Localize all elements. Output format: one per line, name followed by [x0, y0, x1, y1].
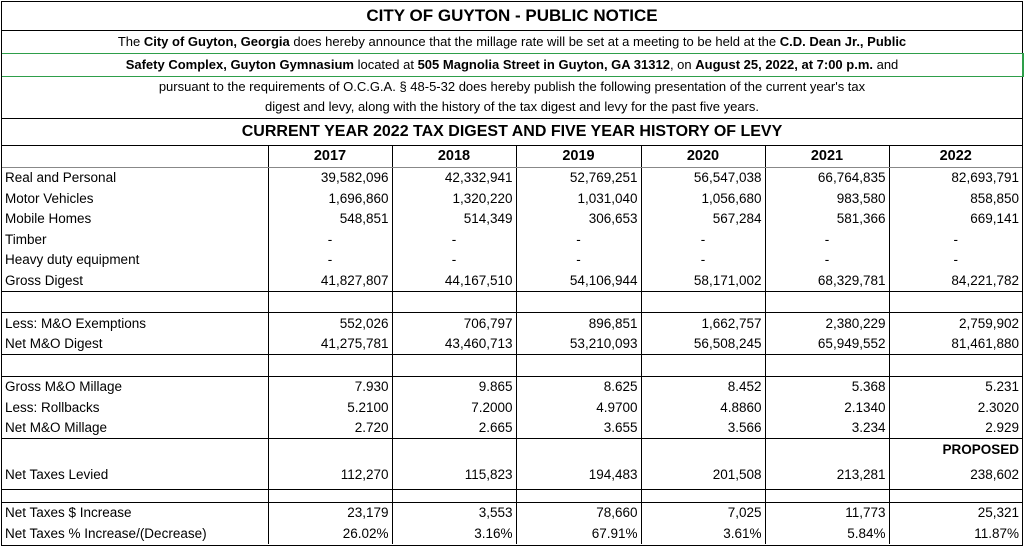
venue-name: Safety Complex, Guyton Gymnasium: [125, 57, 354, 72]
blank-cell: [889, 489, 1022, 502]
year-header: 2017: [268, 146, 392, 167]
spacer-row: [2, 489, 1022, 502]
table-row-taxes-increase: [2, 502, 1022, 523]
value-cell: 5.84%: [765, 523, 889, 544]
meeting-date: August 25, 2022, at 7:00 p.m.: [695, 57, 873, 72]
venue-name: C.D. Dean Jr., Public: [779, 34, 907, 49]
value-cell: 44,167,510: [392, 270, 516, 291]
value-cell: -: [953, 231, 958, 247]
value-cell: 9.865: [392, 376, 516, 397]
notice-line-1: [2, 31, 1022, 53]
value-cell: -: [268, 229, 392, 250]
row-label: Net Taxes Levied: [2, 460, 268, 490]
value-cell: 42,332,941: [392, 167, 516, 188]
row-label: Gross Digest: [2, 270, 268, 291]
table-row-net-millage: [2, 418, 1022, 439]
table-row-taxes-pct: [2, 523, 1022, 544]
levy-table: [2, 146, 1022, 544]
row-label: Mobile Homes: [2, 209, 268, 230]
value-cell: 5.2100: [268, 397, 392, 418]
value-cell: -: [765, 229, 889, 250]
value-cell: 81,461,880: [889, 334, 1022, 355]
value-cell: 896,851: [516, 313, 641, 334]
value-cell: 5.231: [985, 379, 1019, 395]
public-notice: [1, 1, 1023, 546]
value-cell: 65,949,552: [765, 334, 889, 355]
row-label: Motor Vehicles: [2, 188, 268, 209]
value-cell: -: [268, 250, 392, 271]
blank-cell: [889, 355, 1022, 377]
value-cell: 115,823: [392, 460, 516, 490]
address: 505 Magnolia Street in Guyton, GA 31312: [417, 57, 670, 72]
value-cell: 669,141: [970, 211, 1019, 227]
row-label: Net M&O Digest: [2, 334, 268, 355]
blank-cell: [392, 439, 516, 460]
row-label: Less: M&O Exemptions: [2, 313, 268, 334]
notice-title: CITY OF GUYTON - PUBLIC NOTICE: [2, 2, 1022, 31]
blank-cell: [889, 291, 1022, 313]
value-cell: 56,547,038: [641, 167, 765, 188]
blank-cell: [2, 489, 268, 502]
value-cell: 238,602: [889, 460, 1022, 490]
value-cell: 4.8860: [641, 397, 765, 418]
blank-cell: [641, 355, 765, 377]
value-cell: 26.02%: [268, 523, 392, 544]
table-row-mobile-homes: [2, 209, 1022, 230]
value-cell: 8.452: [641, 376, 765, 397]
table-row-mo-exemptions: [2, 313, 1022, 334]
city-name: City of Guyton, Georgia: [143, 34, 290, 49]
blank-cell: [2, 439, 268, 460]
table-row-net-mo-digest: [2, 334, 1022, 355]
value-cell: 567,284: [641, 209, 765, 230]
value-cell: 5.368: [765, 376, 889, 397]
value-cell: 41,827,807: [268, 270, 392, 291]
table-title: CURRENT YEAR 2022 TAX DIGEST AND FIVE YEAR HISTORY OF LEVY: [2, 119, 1022, 146]
text: , on: [669, 57, 696, 72]
value-cell: 4.9700: [516, 397, 641, 418]
year-header-row: [2, 146, 1022, 167]
value-cell: 2.929: [889, 418, 1022, 439]
value-cell: 52,769,251: [516, 167, 641, 188]
value-cell: 3,553: [392, 502, 516, 523]
table-row-gross-millage: [2, 376, 1022, 397]
row-label: Heavy duty equipment: [2, 250, 268, 271]
value-cell: -: [516, 250, 641, 271]
value-cell: 1,056,680: [641, 188, 765, 209]
blank-cell: [268, 489, 392, 502]
value-cell: -: [953, 252, 958, 268]
value-cell: 82,693,791: [951, 170, 1019, 186]
value-cell: 41,275,781: [268, 334, 392, 355]
spacer-row: [2, 291, 1022, 313]
value-cell: 78,660: [516, 502, 641, 523]
blank-cell: [765, 439, 889, 460]
value-cell: 858,850: [970, 190, 1019, 206]
year-header: 2018: [392, 146, 516, 167]
year-header: 2020: [641, 146, 765, 167]
text: and: [872, 57, 899, 72]
value-cell: 581,366: [765, 209, 889, 230]
value-cell: 213,281: [765, 460, 889, 490]
row-label: Net M&O Millage: [2, 418, 268, 439]
blank-cell: [2, 291, 268, 313]
value-cell: 3.61%: [641, 523, 765, 544]
blank-cell: [392, 489, 516, 502]
row-label: Net Taxes % Increase/(Decrease): [2, 523, 268, 544]
table-row-heavy-duty: [2, 250, 1022, 271]
value-cell: 3.655: [516, 418, 641, 439]
value-cell: 3.566: [641, 418, 765, 439]
value-cell: 58,171,002: [641, 270, 765, 291]
value-cell: 84,221,782: [889, 270, 1022, 291]
value-cell: 1,696,860: [268, 188, 392, 209]
blank-cell: [268, 355, 392, 377]
header-blank: [2, 146, 268, 167]
row-label: Gross M&O Millage: [2, 376, 268, 397]
value-cell: 23,179: [268, 502, 392, 523]
value-cell: 11,773: [765, 502, 889, 523]
value-cell: 66,764,835: [765, 167, 889, 188]
table-row-gross-digest: [2, 270, 1022, 291]
row-label: Less: Rollbacks: [2, 397, 268, 418]
value-cell: 112,270: [268, 460, 392, 490]
value-cell: 2,759,902: [958, 315, 1019, 331]
value-cell: 706,797: [392, 313, 516, 334]
value-cell: 2,380,229: [765, 313, 889, 334]
blank-cell: [765, 355, 889, 377]
blank-cell: [641, 291, 765, 313]
table-row-timber: [2, 229, 1022, 250]
blank-cell: [765, 291, 889, 313]
value-cell: 548,851: [268, 209, 392, 230]
value-cell: -: [641, 229, 765, 250]
value-cell: 1,031,040: [516, 188, 641, 209]
blank-cell: [516, 489, 641, 502]
value-cell: 25,321: [977, 505, 1019, 521]
year-header: 2019: [516, 146, 641, 167]
value-cell: 514,349: [392, 209, 516, 230]
value-cell: 7.930: [268, 376, 392, 397]
value-cell: 3.234: [765, 418, 889, 439]
value-cell: -: [641, 250, 765, 271]
value-cell: 2.1340: [765, 397, 889, 418]
blank-cell: [516, 439, 641, 460]
spacer-row: [2, 355, 1022, 377]
value-cell: 56,508,245: [641, 334, 765, 355]
blank-cell: [516, 291, 641, 313]
value-cell: 194,483: [516, 460, 641, 490]
value-cell: 1,662,757: [641, 313, 765, 334]
value-cell: 2.720: [268, 418, 392, 439]
value-cell: -: [392, 229, 516, 250]
notice-line-3: pursuant to the requirements of O.C.G.A. § 48-5-32 does hereby publish the following presentation of the current year's tax: [158, 79, 866, 94]
table-row-real-personal: [2, 167, 1022, 188]
value-cell: 3.16%: [392, 523, 516, 544]
year-header: 2022: [889, 146, 1022, 167]
blank-cell: [516, 355, 641, 377]
value-cell: -: [765, 250, 889, 271]
year-header: 2021: [765, 146, 889, 167]
value-cell: 7,025: [641, 502, 765, 523]
table-row-taxes-levied: [2, 460, 1022, 490]
proposed-row: [2, 439, 1022, 460]
blank-cell: [765, 489, 889, 502]
table-row-rollbacks: [2, 397, 1022, 418]
value-cell: 67.91%: [516, 523, 641, 544]
row-label: Real and Personal: [2, 167, 268, 188]
proposed-label: PROPOSED: [942, 441, 1019, 457]
blank-cell: [268, 439, 392, 460]
value-cell: 54,106,944: [516, 270, 641, 291]
text: does hereby announce that the millage rate will be set at a meeting to be held at the: [289, 34, 780, 49]
table-row-motor-vehicles: [2, 188, 1022, 209]
value-cell: 2.3020: [977, 399, 1019, 415]
row-label: Timber: [2, 229, 268, 250]
notice-line-4: digest and levy, along with the history of the tax digest and levy for the past five years.: [2, 97, 1022, 119]
blank-cell: [268, 291, 392, 313]
blank-cell: [641, 489, 765, 502]
value-cell: 306,653: [516, 209, 641, 230]
value-cell: -: [516, 229, 641, 250]
blank-cell: [641, 439, 765, 460]
text: The: [117, 34, 144, 49]
blank-cell: [2, 355, 268, 377]
value-cell: 8.625: [516, 376, 641, 397]
value-cell: 11.87%: [974, 525, 1019, 541]
value-cell: 2.665: [392, 418, 516, 439]
row-label: Net Taxes $ Increase: [2, 502, 268, 523]
value-cell: 983,580: [765, 188, 889, 209]
value-cell: 1,320,220: [392, 188, 516, 209]
notice-line-2: [2, 53, 1024, 77]
value-cell: 552,026: [268, 313, 392, 334]
value-cell: 201,508: [641, 460, 765, 490]
blank-cell: [392, 355, 516, 377]
blank-cell: [392, 291, 516, 313]
value-cell: 43,460,713: [392, 334, 516, 355]
value-cell: 68,329,781: [765, 270, 889, 291]
text: located at: [353, 57, 418, 72]
value-cell: 39,582,096: [268, 167, 392, 188]
value-cell: -: [392, 250, 516, 271]
value-cell: 7.2000: [392, 397, 516, 418]
value-cell: 53,210,093: [516, 334, 641, 355]
